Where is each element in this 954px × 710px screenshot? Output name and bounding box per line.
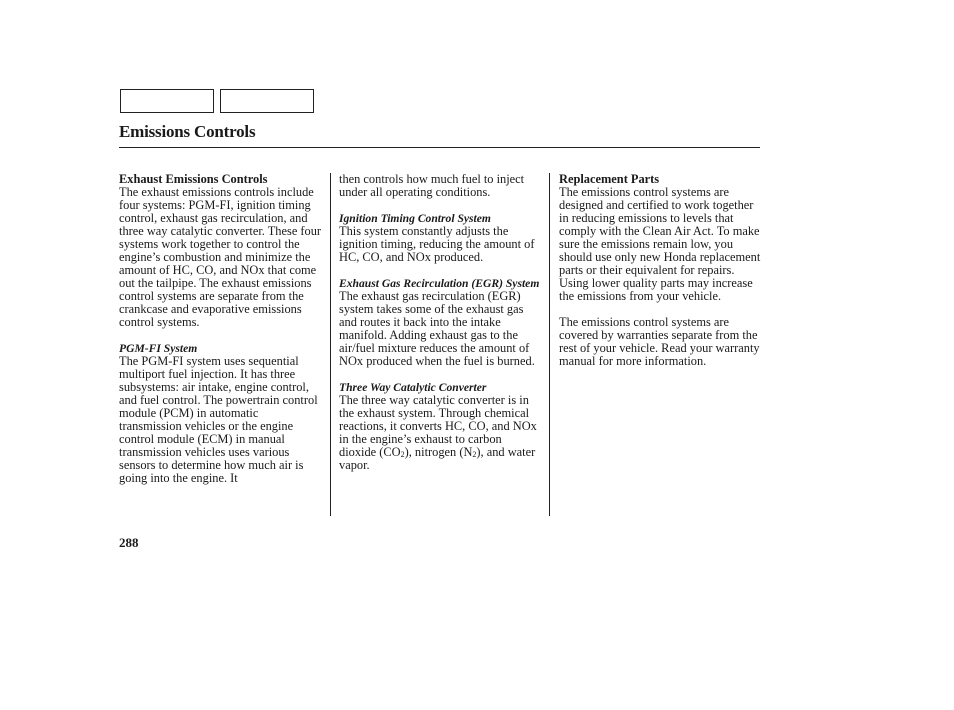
catalytic-body (339, 394, 542, 472)
pgm-fi-continuation: then controls how much fuel to inject under all operating conditions. (339, 172, 525, 199)
replacement-parts-para-2: The emissions control systems are covered by warranties separate from the rest of your vehicle. Read your warranty manual for more information. (559, 315, 760, 368)
catalytic-body-text-2: ), nitrogen (N (404, 445, 473, 459)
catalytic-body-text-1: The three way catalytic converter is in the exhaust system. Through chemical reactions, it converts HC, CO, and NOx in the engine’s exhaust to carbon dioxide (CO (339, 393, 537, 459)
column-middle (339, 173, 542, 472)
subheading-pgm-fi-system: PGM-FI System (119, 342, 198, 355)
nav-box-next[interactable] (220, 89, 314, 113)
co2-subscript: 2 (400, 450, 405, 459)
section-heading-replacement-parts: Replacement Parts (559, 172, 660, 186)
ignition-timing-body: This system constantly adjusts the ignition timing, reducing the amount of HC, CO, and NOx produced. (339, 224, 535, 264)
column-divider-2 (549, 173, 550, 516)
page-number: 288 (119, 535, 139, 550)
exhaust-emissions-intro: The exhaust emissions controls include four systems: PGM-FI, ignition timing control, exhaust gas recirculation, and three way catalytic converter. These four systems work together to control the engine’s combustion and minimize the amount of HC, CO, and NOx that come out the tailpipe. The exhaust emissions control systems are separate from the crankcase and evaporative emissions control systems. (119, 185, 322, 329)
page-title: Emissions Controls (119, 122, 256, 141)
n2-subscript: 2 (472, 450, 477, 459)
section-heading-exhaust-emissions-controls: Exhaust Emissions Controls (119, 172, 268, 186)
subheading-three-way-catalytic: Three Way Catalytic Converter (339, 381, 487, 394)
replacement-parts-para-1: The emissions control systems are designed and certified to work together in reducing emissions to levels that comply with the Clean Air Act. To make sure the emissions remain low, you should use only new Honda replacement parts or their equivalent for repairs. Using lower quality parts may increase the emissions from your vehicle. (559, 185, 761, 303)
nav-box-previous[interactable] (120, 89, 214, 113)
column-divider-1 (330, 173, 331, 516)
egr-body: The exhaust gas recirculation (EGR) system takes some of the exhaust gas and routes it back into the intake manifold. Adding exhaust gas to the air/fuel mixture reduces the amount of NOx produced when the fuel is burned. (339, 289, 535, 368)
column-left (119, 173, 322, 485)
pgm-fi-body: The PGM-FI system uses sequential multiport fuel injection. It has three subsystems: air intake, engine control, and fuel control. The powertrain control module (PCM) in automatic transmission vehicles or the engine control module (ECM) in manual transmission vehicles uses various sensors to determine how much air is going into the engine. It (119, 354, 318, 485)
subheading-ignition-timing: Ignition Timing Control System (339, 212, 491, 225)
title-divider (119, 147, 760, 148)
catalytic-body-text-3: ), and water vapor. (339, 445, 536, 472)
subheading-egr-system: Exhaust Gas Recirculation (EGR) System (339, 277, 540, 290)
column-right (559, 173, 761, 368)
